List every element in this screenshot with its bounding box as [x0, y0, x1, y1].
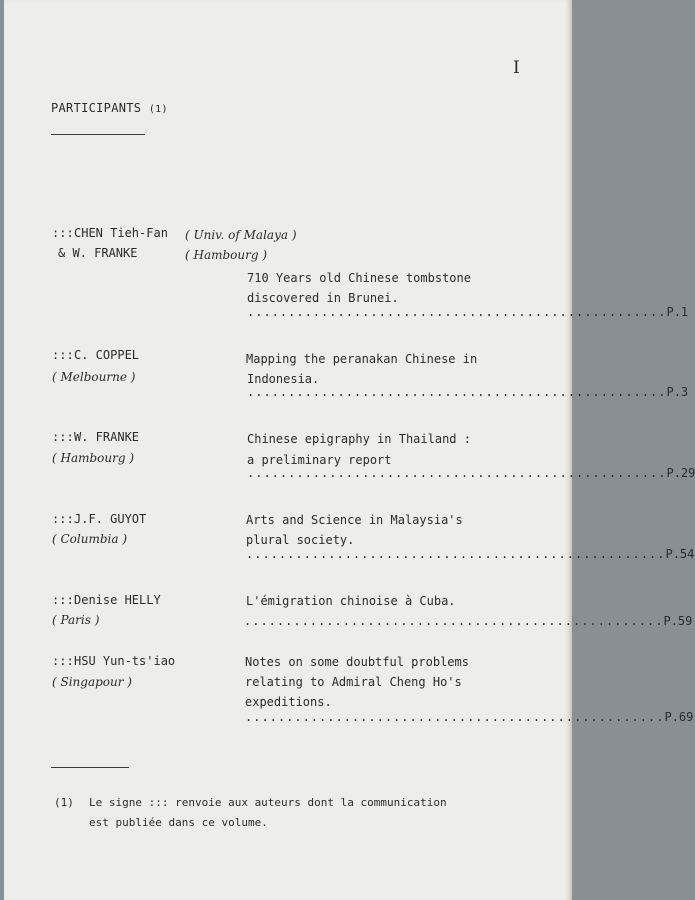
leader-line — [244, 613, 693, 629]
paper-title-line: plural society. — [246, 533, 355, 547]
paper-title-line: Mapping the peranakan Chinese in — [246, 352, 478, 366]
leader-dots: ................................................... — [247, 466, 667, 480]
leader-line — [247, 384, 689, 400]
author-name: J.F. GUYOT — [74, 512, 147, 526]
author-name: HSU Yun-ts'iao — [74, 654, 176, 668]
footnote-text-line: Le signe ::: renvoie aux auteurs dont la communication — [89, 796, 447, 809]
page-number: I — [513, 58, 520, 78]
author-affiliation: ( Hambourg ) — [185, 248, 268, 262]
author-affiliation: ( Melbourne ) — [52, 370, 136, 384]
entry-marker: ::: — [52, 348, 74, 362]
leader-dots: ................................................... — [245, 710, 665, 724]
entry-marker: ::: — [52, 226, 74, 240]
author-affiliation: ( Univ. of Malaya ) — [185, 228, 297, 242]
footnote-separator — [51, 767, 129, 768]
entry-marker: ::: — [52, 654, 74, 668]
paper-title-line: Indonesia. — [247, 372, 320, 386]
document-page — [4, 0, 695, 900]
author-affiliation: ( Columbia ) — [52, 532, 128, 546]
page-reference: P.1 — [666, 305, 689, 319]
leader-line — [246, 546, 695, 562]
paper-title-line: relating to Admiral Cheng Ho's — [245, 675, 462, 689]
leader-dots: ................................................... — [247, 305, 667, 319]
author-affiliation: ( Hambourg ) — [52, 451, 135, 465]
leader-line — [247, 465, 695, 481]
section-heading — [51, 101, 168, 115]
heading-title: PARTICIPANTS — [51, 101, 142, 115]
paper-title-line: expeditions. — [245, 695, 332, 709]
author-name: CHEN Tieh-Fan — [74, 226, 168, 240]
footnote-marker: (1) — [54, 796, 74, 809]
entry-marker: ::: — [52, 593, 74, 607]
leader-line — [247, 304, 689, 320]
leader-line — [245, 709, 694, 725]
paper-title-line: 710 Years old Chinese tombstone — [247, 271, 471, 285]
author-name: Denise HELLY — [74, 593, 161, 607]
author-name: C. COPPEL — [74, 348, 140, 362]
heading-underline — [51, 134, 145, 135]
paper-title-line: Notes on some doubtful problems — [245, 655, 469, 669]
author-affiliation: ( Singapour ) — [52, 675, 132, 689]
page-reference: P.54 — [665, 547, 695, 561]
author-name: W. FRANKE — [74, 430, 140, 444]
entry-marker: ::: — [52, 512, 74, 526]
page-reference: P.69 — [664, 710, 694, 724]
page-reference: P.3 — [666, 385, 689, 399]
footnote-text-line: est publiée dans ce volume. — [89, 816, 268, 829]
heading-footnote-ref: (1) — [148, 104, 168, 115]
entry-marker: ::: — [52, 430, 74, 444]
leader-dots: ................................................... — [247, 385, 667, 399]
paper-title-line: discovered in Brunei. — [247, 291, 399, 305]
paper-title-line: Chinese epigraphy in Thailand : — [247, 432, 471, 446]
page-reference: P.59 — [663, 614, 693, 628]
paper-title-line: a preliminary report — [247, 453, 392, 467]
paper-title-line: L'émigration chinoise à Cuba. — [246, 594, 456, 608]
author-name: & W. FRANKE — [58, 246, 138, 260]
page-reference: P.29 — [666, 466, 695, 480]
paper-title-line: Arts and Science in Malaysia's — [246, 513, 463, 527]
author-affiliation: ( Paris ) — [52, 613, 100, 627]
leader-dots: ................................................... — [244, 614, 664, 628]
leader-dots: ................................................... — [246, 547, 666, 561]
